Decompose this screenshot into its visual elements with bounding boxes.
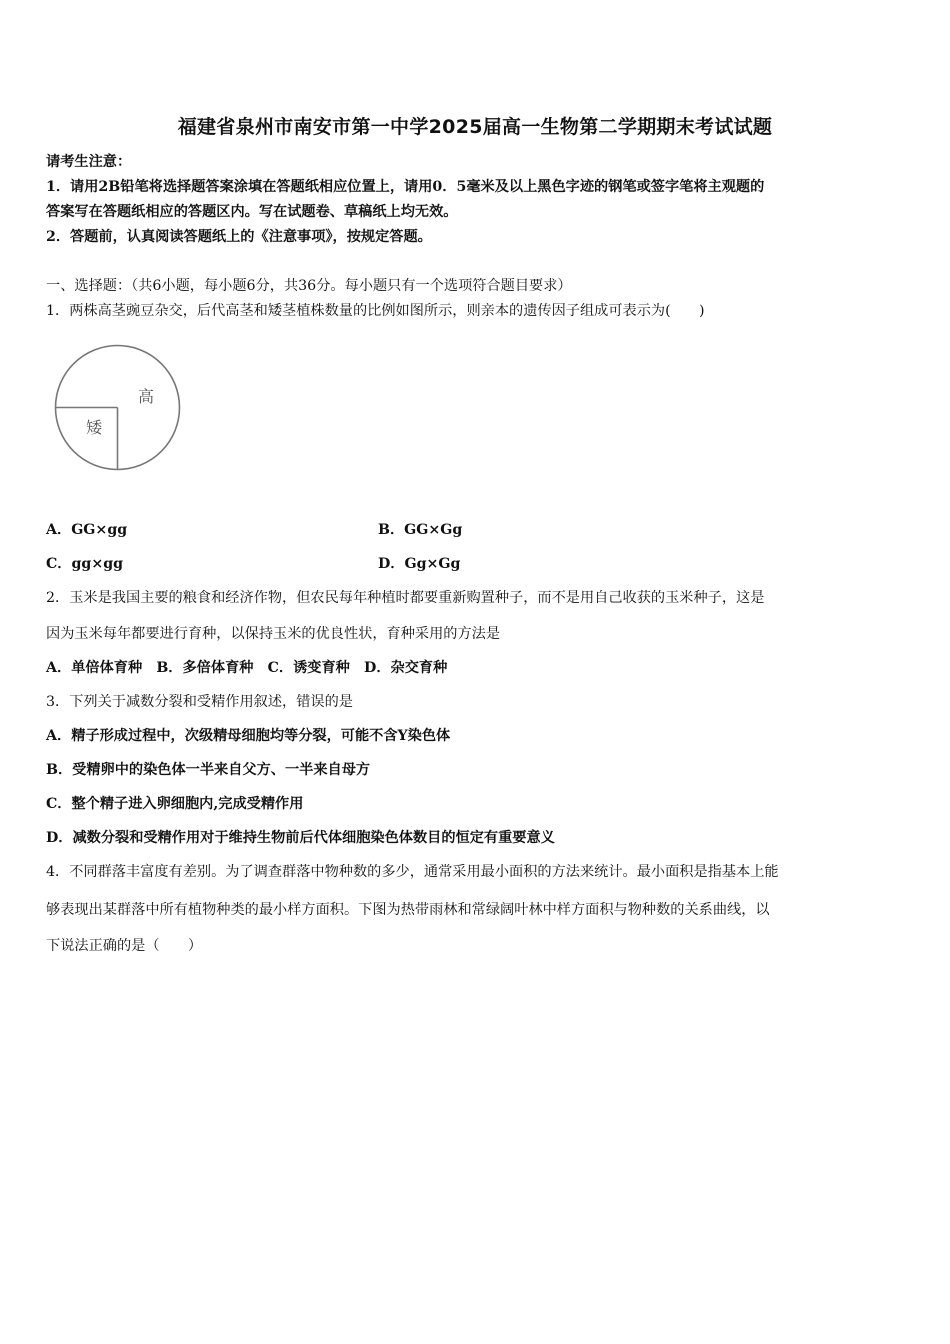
question-1-option-a: A．GG×gg xyxy=(46,522,128,538)
question-3-option-a: A．精子形成过程中，次级精母细胞均等分裂，可能不含Y染色体 xyxy=(46,728,451,744)
question-2-stem-line-2: 因为玉米每年都要进行育种，以保持玉米的优良性状，育种采用的方法是 xyxy=(46,626,501,642)
question-2-options: A．单倍体育种 B．多倍体育种 C．诱变育种 D．杂交育种 xyxy=(46,660,448,676)
pie-chart-svg xyxy=(50,340,185,475)
question-4-stem-line-3: 下说法正确的是（ ） xyxy=(46,938,203,954)
section-heading: 一、选择题：（共6小题，每小题6分，共36分。每小题只有一个选项符合题目要求） xyxy=(46,278,572,294)
notice-item-1-line-2: 答案写在答题纸相应的答题区内。写在试题卷、草稿纸上均无效。 xyxy=(46,204,458,220)
question-4-stem-line-1: 4．不同群落丰富度有差别。为了调查群落中物种数的多少，通常采用最小面积的方法来统计。最小面积是指基本上能 xyxy=(46,864,779,880)
question-1-option-d: D．Gg×Gg xyxy=(378,556,461,572)
question-1-option-b: B．GG×Gg xyxy=(378,522,463,538)
question-3-option-c: C．整个精子进入卵细胞内,完成受精作用 xyxy=(46,796,304,812)
question-3-stem: 3．下列关于减数分裂和受精作用叙述，错误的是 xyxy=(46,694,353,710)
notice-item-1-line-1: 1．请用2B铅笔将选择题答案涂填在答题纸相应位置上，请用0．5毫米及以上黑色字迹的钢笔或签字笔将主观题的 xyxy=(46,179,765,195)
ratio-pie-figure xyxy=(50,340,185,475)
question-1-stem: 1．两株高茎豌豆杂交，后代高茎和矮茎植株数量的比例如图所示，则亲本的遗传因子组成可表示为( ) xyxy=(46,303,705,319)
question-2-stem-line-1: 2．玉米是我国主要的粮食和经济作物，但农民每年种植时都要重新购置种子，而不是用自己收获的玉米种子，这是 xyxy=(46,590,765,606)
question-3-option-d: D．减数分裂和受精作用对于维持生物前后代体细胞染色体数目的恒定有重要意义 xyxy=(46,830,555,846)
notice-heading: 请考生注意： xyxy=(46,154,132,170)
notice-item-2: 2．答题前，认真阅读答题纸上的《注意事项》，按规定答题。 xyxy=(46,229,432,245)
pie-label-short: 矮 xyxy=(85,418,103,437)
question-1-option-c: C．gg×gg xyxy=(46,556,124,572)
question-4-stem-line-2: 够表现出某群落中所有植物种类的最小样方面积。下图为热带雨林和常绿阔叶林中样方面积与物种数的关系曲线，以 xyxy=(46,902,770,918)
pie-label-tall: 高 xyxy=(137,387,155,406)
page-title: 福建省泉州市南安市第一中学2025届高一生物第二学期期末考试试题 xyxy=(177,116,773,138)
question-3-option-b: B．受精卵中的染色体一半来自父方、一半来自母方 xyxy=(46,762,371,778)
